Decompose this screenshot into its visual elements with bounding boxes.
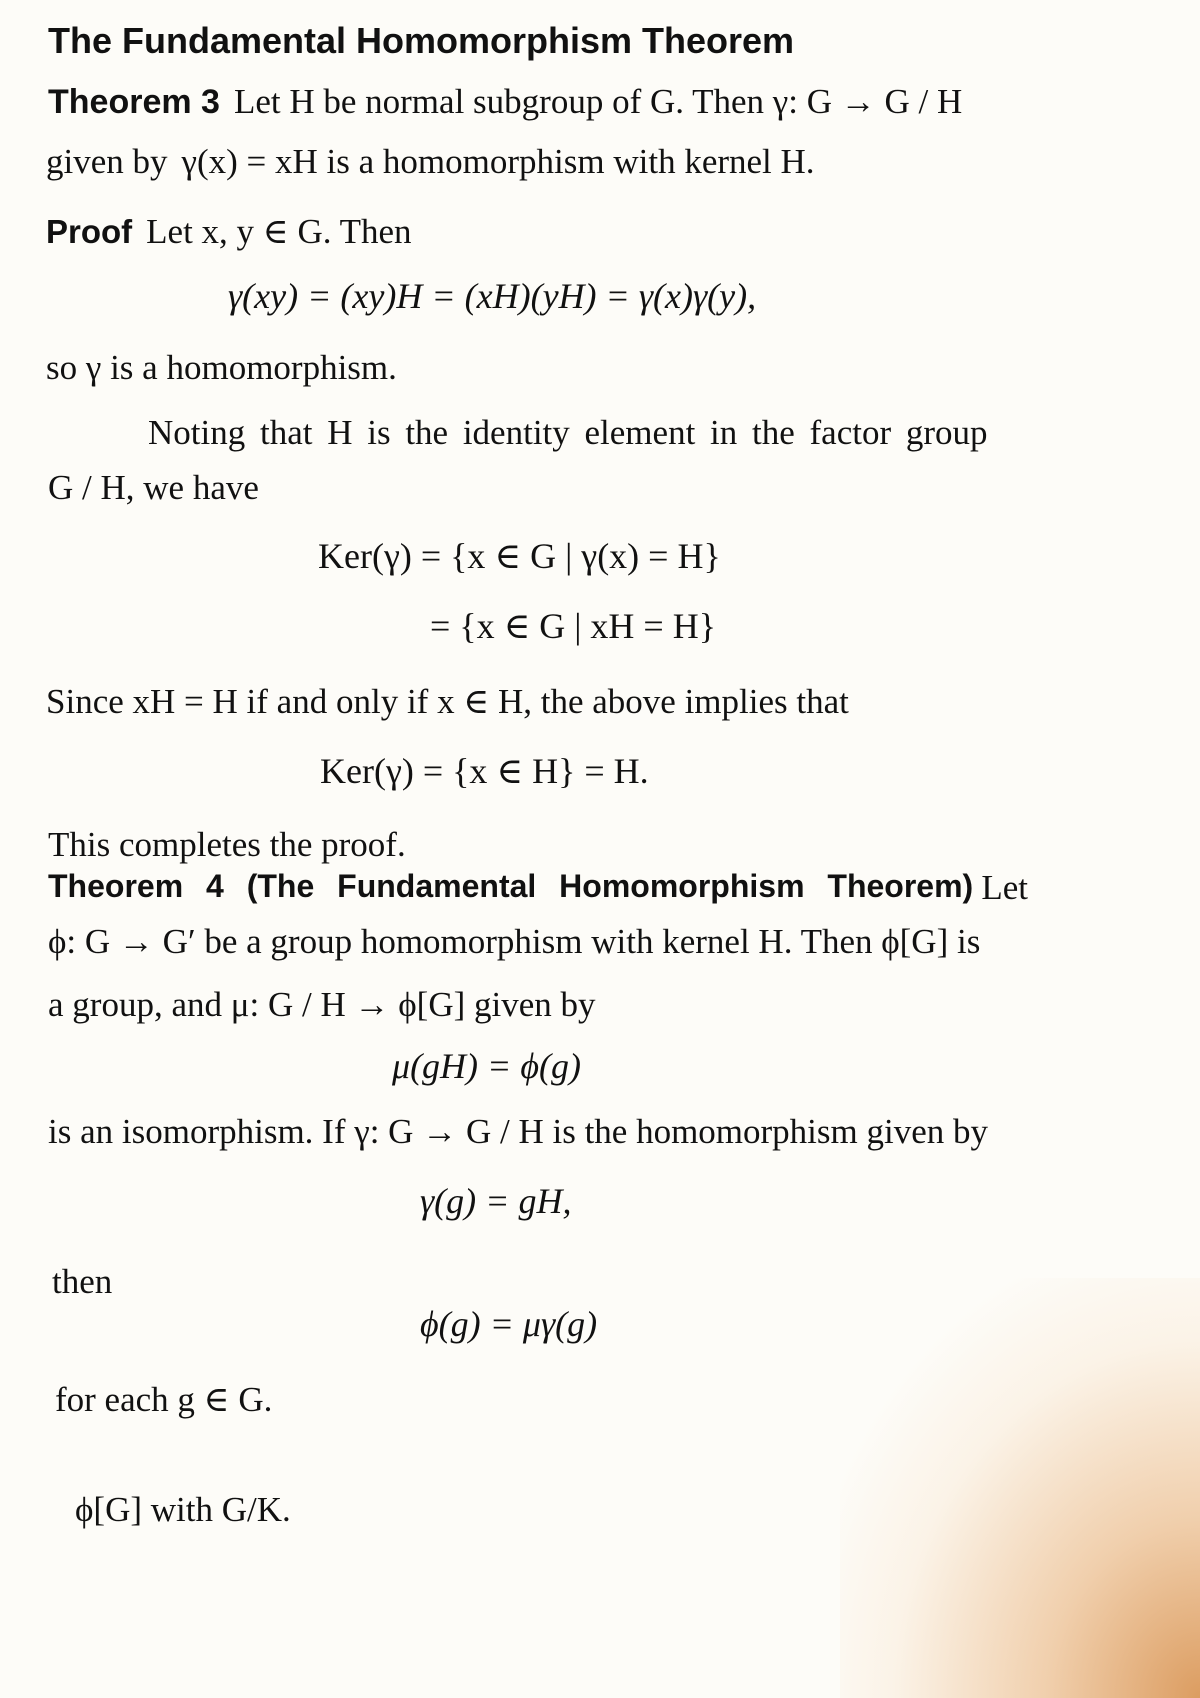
proof-equation-1: γ(xy) = (xy)H = (xH)(yH) = γ(x)γ(y), xyxy=(228,276,757,316)
theorem4-phi-equation: ϕ(g) = μγ(g) xyxy=(420,1304,598,1344)
theorem3-line2 xyxy=(46,142,815,182)
theorem4-let: Let xyxy=(981,868,1028,907)
proof-intro-line xyxy=(46,212,412,252)
theorem4-label: Theorem 4 (The Fundamental Homomorphism Theorem) xyxy=(48,868,974,904)
kernel-equation-1: Ker(γ) = {x ∈ G | γ(x) = H} xyxy=(318,536,721,576)
proof-intro: Let x, y ∈ G. Then xyxy=(146,212,412,251)
theorem4-gamma-equation: γ(g) = gH, xyxy=(420,1181,572,1221)
proof-since-line: Since xH = H if and only if x ∈ H, the above implies that xyxy=(46,682,849,721)
theorem4-line2: ϕ: G → G′ be a group homomorphism with kernel H. Then ϕ[G] is xyxy=(48,922,981,961)
theorem4-line4: is an isomorphism. If γ: G → G / H is the homomorphism given by xyxy=(48,1112,989,1151)
theorem4-line3: a group, and μ: G / H → ϕ[G] given by xyxy=(48,985,596,1024)
proof-noting-line: Noting that H is the identity element in the factor group xyxy=(148,413,988,452)
kernel-equation-3: Ker(γ) = {x ∈ H} = H. xyxy=(320,751,649,791)
kernel-equation-2: = {x ∈ G | xH = H} xyxy=(430,606,717,646)
theorem4-line1 xyxy=(48,868,1028,908)
theorem4-for-each: for each g ∈ G. xyxy=(55,1380,273,1419)
proof-we-have-line: G / H, we have xyxy=(48,468,259,507)
page-heading: The Fundamental Homomorphism Theorem xyxy=(48,20,795,61)
theorem4-then: then xyxy=(52,1262,113,1301)
theorem3-line1 xyxy=(48,82,962,122)
theorem3-given-by: given by xyxy=(46,142,168,181)
paper-stain xyxy=(840,1278,1200,1698)
theorem4-mu-equation: μ(gH) = ϕ(g) xyxy=(392,1046,581,1086)
footer-fragment: ϕ[G] with G/K. xyxy=(75,1490,291,1529)
theorem3-label: Theorem 3 xyxy=(48,83,220,121)
theorem3-statement-1: Let H be normal subgroup of G. Then γ: G → G / H xyxy=(233,82,963,121)
proof-label: Proof xyxy=(46,213,133,250)
theorem3-statement-2: γ(x) = xH is a homomorphism with kernel H. xyxy=(181,142,815,181)
proof-so-line: so γ is a homomorphism. xyxy=(46,348,397,387)
proof-completes-line: This completes the proof. xyxy=(48,825,406,864)
